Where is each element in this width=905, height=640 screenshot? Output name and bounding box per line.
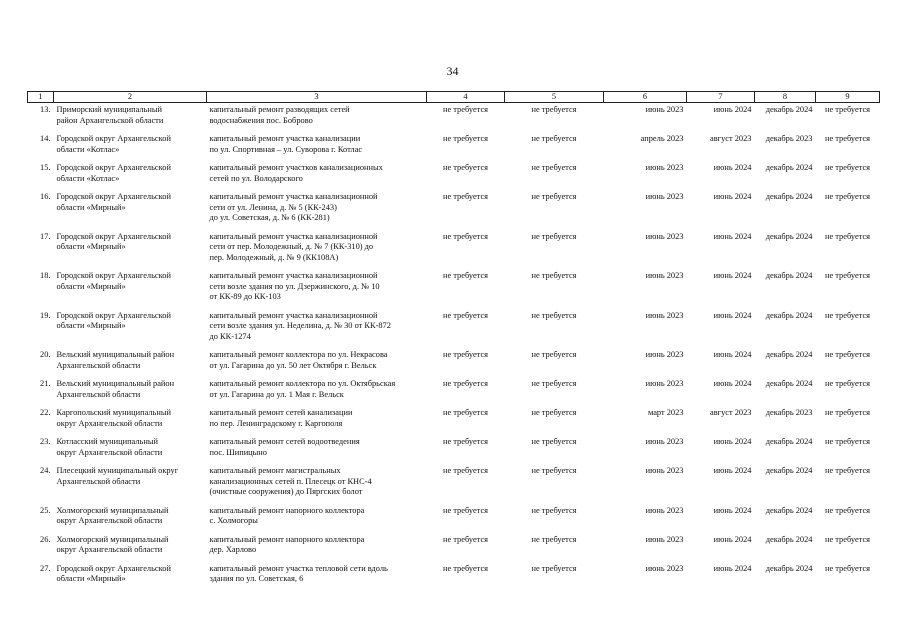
table-row <box>28 269 880 309</box>
start-date-cell: апрель 2023 <box>640 134 684 143</box>
work-description-cell: капитальный ремонт напорного коллектора с. Холмогоры <box>209 505 365 525</box>
municipality-cell: Вельский муниципальный район Архангельской области <box>56 379 175 399</box>
completion-date-cell: декабрь 2024 <box>765 271 813 280</box>
column-5-cell: не требуется <box>531 163 577 172</box>
column-4-cell: не требуется <box>442 563 489 573</box>
completion-date-cell: декабрь 2024 <box>765 534 813 544</box>
completion-date-cell: декабрь 2024 <box>765 105 813 114</box>
work-description-cell: капитальный ремонт участка канализационной сети от пер. Молодежный, д. № 7 (КК-310) до пер. Молодежный, д. № 9 (КК108А) <box>209 231 378 262</box>
column-4-cell: не требуется <box>442 134 489 143</box>
column-4-cell: не требуется <box>442 105 489 114</box>
table-row <box>28 406 880 435</box>
municipality-cell: Приморский муниципальный район Архангельской области <box>56 105 164 125</box>
municipality-cell: Городской округ Архангельской области «Мирный» <box>56 310 171 330</box>
work-description-cell: капитальный ремонт напорного коллектора дер. Харлово <box>209 534 365 554</box>
table-row <box>28 533 880 562</box>
column-5-cell: не требуется <box>531 134 577 143</box>
column-4-cell: не требуется <box>442 437 489 446</box>
start-date-cell: июнь 2023 <box>645 437 684 446</box>
completion-date-cell: декабрь 2024 <box>765 192 813 201</box>
table-row <box>28 190 880 230</box>
end-date-cell: июнь 2024 <box>713 466 752 475</box>
end-date-cell: июнь 2024 <box>713 505 752 515</box>
column-header: 6 <box>604 92 687 103</box>
table-row <box>28 161 880 190</box>
column-9-cell: не требуется <box>824 271 871 280</box>
work-description-cell: капитальный ремонт участков канализационных сетей по ул. Володарского <box>209 163 383 183</box>
column-5-cell: не требуется <box>531 563 577 573</box>
column-5-cell: не требуется <box>531 437 577 446</box>
municipality-cell: Холмогорский муниципальный округ Архангельской области <box>56 505 169 525</box>
row-number: 18. <box>40 271 51 280</box>
column-4-cell: не требуется <box>442 505 489 515</box>
completion-date-cell: декабрь 2024 <box>765 505 813 515</box>
municipality-cell: Городской округ Архангельской области «Мирный» <box>56 231 171 251</box>
row-number: 13. <box>40 105 51 114</box>
start-date-cell: июнь 2023 <box>645 505 684 515</box>
end-date-cell: июнь 2024 <box>713 163 752 172</box>
column-9-cell: не требуется <box>824 192 871 201</box>
column-number-header-row <box>28 92 880 103</box>
row-number: 25. <box>40 505 51 515</box>
start-date-cell: июнь 2023 <box>645 231 684 241</box>
municipality-cell: Городской округ Архангельской области «Мирный» <box>56 192 171 212</box>
end-date-cell: июнь 2024 <box>713 534 752 544</box>
start-date-cell: июнь 2023 <box>645 163 684 172</box>
end-date-cell: август 2023 <box>709 134 752 143</box>
start-date-cell: июнь 2023 <box>645 192 684 201</box>
page-number: 34 <box>446 64 459 78</box>
column-5-cell: не требуется <box>531 350 577 359</box>
column-4-cell: не требуется <box>442 310 489 320</box>
completion-date-cell: декабрь 2023 <box>765 134 813 143</box>
column-4-cell: не требуется <box>442 350 489 359</box>
column-9-cell: не требуется <box>824 350 871 359</box>
municipality-cell: Городской округ Архангельской области «Котлас» <box>56 134 171 154</box>
row-number: 16. <box>40 192 51 201</box>
start-date-cell: июнь 2023 <box>645 379 684 388</box>
table-row <box>28 464 880 504</box>
column-header: 2 <box>54 92 207 103</box>
column-header: 7 <box>687 92 755 103</box>
municipality-cell: Плесецкий муниципальный округ Архангельской области <box>56 466 179 486</box>
municipality-cell: Городской округ Архангельской области «Мирный» <box>56 271 171 291</box>
column-9-cell: не требуется <box>824 231 871 241</box>
column-header: 4 <box>427 92 505 103</box>
column-5-cell: не требуется <box>531 105 577 114</box>
column-9-cell: не требуется <box>824 466 871 475</box>
column-9-cell: не требуется <box>824 563 871 573</box>
column-9-cell: не требуется <box>824 437 871 446</box>
work-description-cell: капитальный ремонт участка канализационной сети от ул. Ленина, д. № 5 (КК-243) до ул. Советская, д. № 6 (КК-281) <box>209 192 378 222</box>
column-header: 1 <box>28 92 54 103</box>
column-9-cell: не требуется <box>824 408 871 417</box>
table-row <box>28 309 880 349</box>
column-5-cell: не требуется <box>531 192 577 201</box>
column-4-cell: не требуется <box>442 231 489 241</box>
end-date-cell: июнь 2024 <box>713 271 752 280</box>
row-number: 26. <box>40 534 51 544</box>
column-5-cell: не требуется <box>531 310 577 320</box>
work-description-cell: капитальный ремонт сетей канализации по пер. Ленинградскому г. Каргополя <box>209 408 353 428</box>
completion-date-cell: декабрь 2023 <box>765 408 813 417</box>
completion-date-cell: декабрь 2024 <box>765 231 813 241</box>
row-number: 27. <box>40 563 51 573</box>
end-date-cell: июнь 2024 <box>713 350 752 359</box>
municipality-cell: Холмогорский муниципальный округ Архангельской области <box>56 534 169 554</box>
table-row <box>28 504 880 533</box>
start-date-cell: июнь 2023 <box>645 105 684 114</box>
table-body <box>28 103 880 591</box>
column-9-cell: не требуется <box>824 163 871 172</box>
row-number: 22. <box>40 408 51 417</box>
work-description-cell: капитальный ремонт коллектора по ул. Октябрьская от ул. Гагарина до ул. 1 Мая г. Вельск <box>209 379 396 399</box>
table-row <box>28 230 880 270</box>
end-date-cell: июнь 2024 <box>713 379 752 388</box>
completion-date-cell: декабрь 2024 <box>765 563 813 573</box>
column-header: 9 <box>816 92 880 103</box>
completion-date-cell: декабрь 2024 <box>765 437 813 446</box>
end-date-cell: июнь 2024 <box>713 437 752 446</box>
column-5-cell: не требуется <box>531 379 577 388</box>
work-description-cell: капитальный ремонт участка тепловой сети вдоль здания по ул. Советская, 6 <box>209 563 388 583</box>
column-5-cell: не требуется <box>531 271 577 280</box>
column-4-cell: не требуется <box>442 408 489 417</box>
column-header: 3 <box>207 92 427 103</box>
completion-date-cell: декабрь 2024 <box>765 379 813 388</box>
start-date-cell: июнь 2023 <box>645 563 684 573</box>
end-date-cell: август 2023 <box>709 408 752 417</box>
end-date-cell: июнь 2024 <box>713 105 752 114</box>
start-date-cell: июнь 2023 <box>645 534 684 544</box>
column-9-cell: не требуется <box>824 105 871 114</box>
work-description-cell: капитальный ремонт коллектора по ул. Некрасова от ул. Гагарина до ул. 50 лет Октября г. Вельск <box>209 350 388 370</box>
row-number: 15. <box>40 163 51 172</box>
works-table <box>27 91 880 591</box>
column-5-cell: не требуется <box>531 466 577 475</box>
end-date-cell: июнь 2024 <box>713 231 752 241</box>
municipality-cell: Котласский муниципальный округ Архангельской области <box>56 437 163 457</box>
table-row <box>28 132 880 161</box>
row-number: 19. <box>40 310 51 320</box>
table-row <box>28 103 880 133</box>
completion-date-cell: декабрь 2024 <box>765 466 813 475</box>
completion-date-cell: декабрь 2024 <box>765 310 813 320</box>
column-9-cell: не требуется <box>824 534 871 544</box>
column-9-cell: не требуется <box>824 310 871 320</box>
work-description-cell: капитальный ремонт участка канализационной сети возле здания ул. Неделина, д. № 30 от КК-872 до КК-1274 <box>209 310 391 341</box>
column-5-cell: не требуется <box>531 505 577 515</box>
completion-date-cell: декабрь 2024 <box>765 350 813 359</box>
column-4-cell: не требуется <box>442 466 489 475</box>
table-row <box>28 562 880 591</box>
work-description-cell: капитальный ремонт разводящих сетей водоснабжения пос. Боброво <box>209 105 350 125</box>
column-4-cell: не требуется <box>442 192 489 201</box>
row-number: 24. <box>40 466 51 475</box>
work-description-cell: капитальный ремонт сетей водоотведения пос. Шипицыно <box>209 437 360 457</box>
work-description-cell: капитальный ремонт участка канализации по ул. Спортивная – ул. Суворова г. Котлас <box>209 134 363 154</box>
work-description-cell: капитальный ремонт магистральных канализационных сетей п. Плесецк от КНС-4 (очистные сооружения) до Пяргских болот <box>209 466 372 496</box>
column-5-cell: не требуется <box>531 534 577 544</box>
start-date-cell: июнь 2023 <box>645 350 684 359</box>
row-number: 20. <box>40 350 51 359</box>
end-date-cell: июнь 2024 <box>713 563 752 573</box>
table-row <box>28 348 880 377</box>
column-4-cell: не требуется <box>442 271 489 280</box>
column-4-cell: не требуется <box>442 534 489 544</box>
municipality-cell: Городской округ Архангельской области «Котлас» <box>56 163 171 183</box>
column-5-cell: не требуется <box>531 231 577 241</box>
table-row <box>28 435 880 464</box>
column-9-cell: не требуется <box>824 379 871 388</box>
table-row <box>28 377 880 406</box>
municipality-cell: Городской округ Архангельской области «Мирный» <box>56 563 171 583</box>
column-header: 5 <box>505 92 604 103</box>
work-description-cell: капитальный ремонт участка канализационной сети возле здания по ул. Дзержинского, д. № 10 от КК-89 до КК-103 <box>209 271 380 301</box>
municipality-cell: Каргопольский муниципальный округ Архангельской области <box>56 408 171 428</box>
column-9-cell: не требуется <box>824 505 871 515</box>
column-5-cell: не требуется <box>531 408 577 417</box>
start-date-cell: июнь 2023 <box>645 310 684 320</box>
row-number: 23. <box>40 437 51 446</box>
column-4-cell: не требуется <box>442 163 489 172</box>
start-date-cell: июнь 2023 <box>645 466 684 475</box>
row-number: 17. <box>40 231 51 241</box>
municipality-cell: Вельский муниципальный район Архангельской области <box>56 350 175 370</box>
completion-date-cell: декабрь 2024 <box>765 163 813 172</box>
row-number: 21. <box>40 379 51 388</box>
end-date-cell: июнь 2024 <box>713 310 752 320</box>
column-4-cell: не требуется <box>442 379 489 388</box>
start-date-cell: июнь 2023 <box>645 271 684 280</box>
row-number: 14. <box>40 134 51 143</box>
column-header: 8 <box>755 92 816 103</box>
end-date-cell: июнь 2024 <box>713 192 752 201</box>
column-9-cell: не требуется <box>824 134 871 143</box>
start-date-cell: март 2023 <box>647 408 684 417</box>
